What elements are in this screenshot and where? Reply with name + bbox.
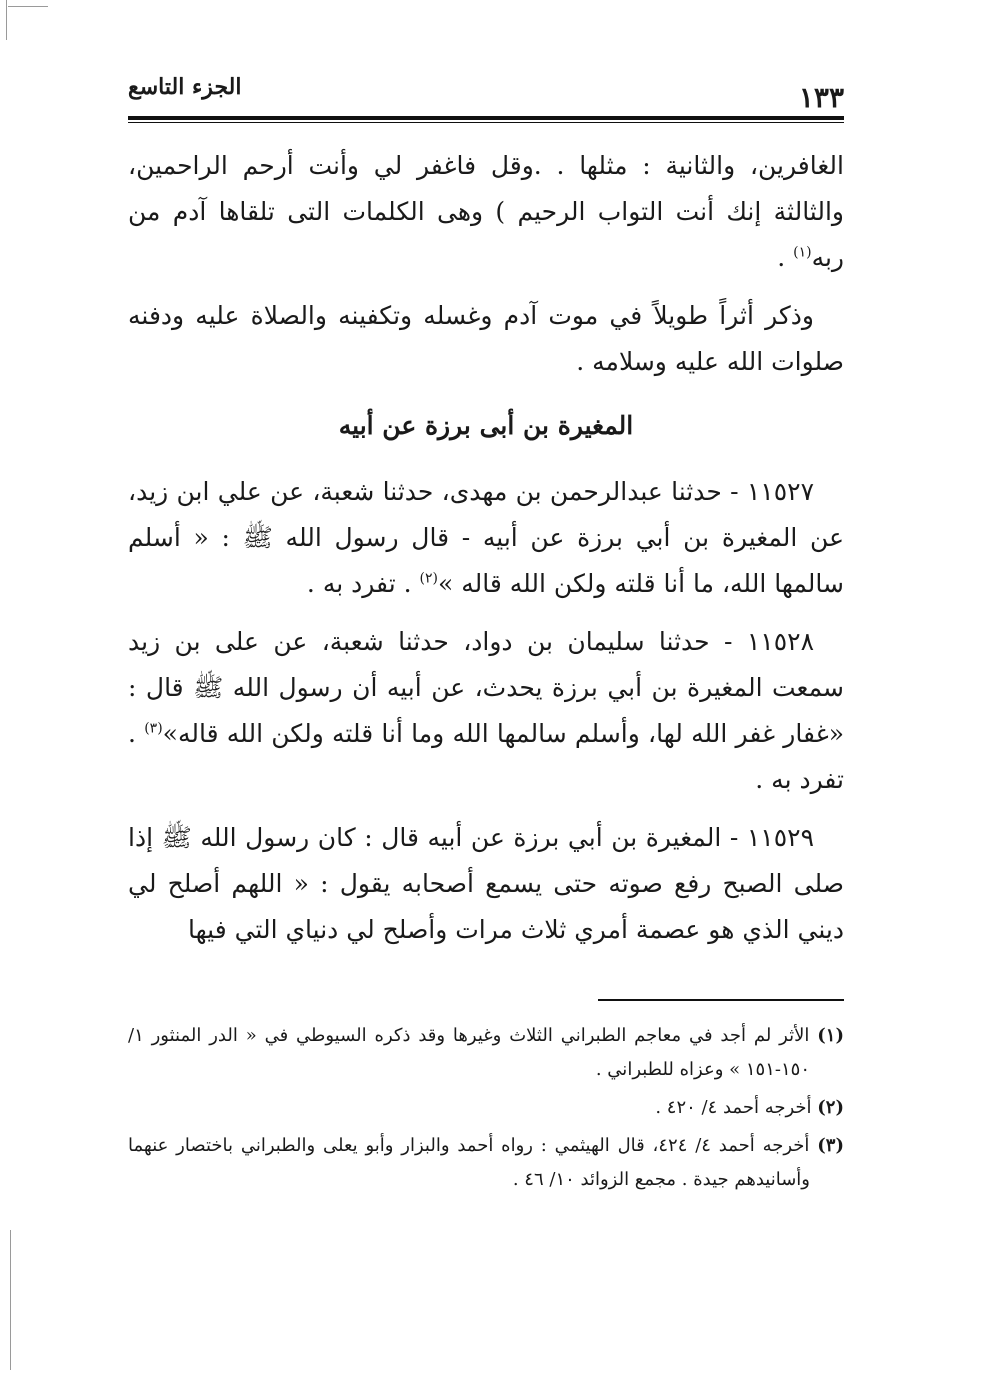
footnote-rule	[598, 999, 844, 1001]
footnote-ref: (٢)	[419, 570, 438, 587]
hadith-11527	[128, 469, 844, 607]
footnote-ref: (١)	[793, 244, 812, 261]
scan-edge-mark	[10, 1230, 11, 1370]
paragraph-text: وذكر أثراً طويلاً في موت آدم وغسله وتكفينه والصلاة عليه ودفنه صلوات الله عليه وسلامه .	[128, 301, 844, 376]
footnotes	[128, 1019, 844, 1197]
scan-edge-mark	[8, 6, 48, 7]
section-heading: المغيرة بن أبى برزة عن أبيه	[338, 411, 634, 440]
hadith-11528	[128, 619, 844, 803]
footnote-number: (٣)	[817, 1135, 844, 1156]
scan-edge-mark	[6, 0, 7, 40]
footnote-text: الأثر لم أجد في معاجم الطبراني الثلاث وغيرها وقد ذكره السيوطي في « الدر المنثور ١/ ١٥٠-١٥١ » وعزاه للطبراني .	[128, 1025, 810, 1080]
hadith-end: . تفرد به .	[306, 569, 420, 598]
hadith-text: ١١٥٢٩ - المغيرة بن أبي برزة عن أبيه قال : كان رسول الله ﷺ إذا صلى الصبح رفع صوته حتى يسمع أصحابه يقول : « اللهم أصلح لي ديني الذي هو عصمة أمري ثلاث مرات وأصلح لي دنياي التي فيها	[128, 823, 844, 944]
footnote-text: أخرجه أحمد ٤/ ٤٢٤، قال الهيثمي : رواه أحمد والبزار وأبو يعلى والطبراني باختصار عنهما وأسانيدهم جيدة . مجمع الزوائد ١٠/ ٤٦ .	[128, 1135, 810, 1190]
paragraph-end: .	[777, 243, 794, 272]
footnote-number: (٢)	[817, 1097, 844, 1118]
hadith-text: ١١٥٢٨ - حدثنا سليمان بن دواد، حدثنا شعبة، عن على بن زيد سمعت المغيرة بن أبي برزة يحدث، عن أبيه أن رسول الله ﷺ قال : «غفار غفر الله لها، وأسلم سالمها الله وما أنا قلته ولكن الله قاله»	[128, 627, 844, 748]
footnote-text: أخرجه أحمد ٤/ ٤٢٠ .	[655, 1097, 812, 1118]
footnote-number: (١)	[817, 1025, 844, 1046]
footnote-2	[128, 1091, 844, 1125]
paragraph	[128, 293, 844, 385]
book-page	[128, 70, 844, 1201]
part-title: الجزء التاسع	[128, 74, 242, 100]
header-rule	[128, 116, 844, 123]
footnote-3	[128, 1129, 844, 1197]
footnote-1	[128, 1019, 844, 1087]
hadith-11529	[128, 815, 844, 953]
page-number: ١٣٣	[798, 81, 844, 114]
paragraph-text: الغافرين، والثانية : مثلها . .وقل فاغفر لي وأنت أرحم الراحمين، والثالثة إنك أنت التواب الرحيم ) وهى الكلمات التى تلقاها آدم من ربه	[128, 151, 844, 272]
running-header	[128, 70, 844, 116]
footnote-ref: (٣)	[144, 720, 163, 737]
hadith-text: ١١٥٢٧ - حدثنا عبدالرحمن بن مهدى، حدثنا شعبة، عن علي ابن زيد، عن المغيرة بن أبي برزة عن أبيه - قال رسول الله ﷺ : « أسلم سالمها الله، ما أنا قلته ولكن الله قاله »	[128, 477, 844, 598]
paragraph-continuation	[128, 143, 844, 281]
hadith-end: . تفرد به .	[128, 719, 844, 794]
